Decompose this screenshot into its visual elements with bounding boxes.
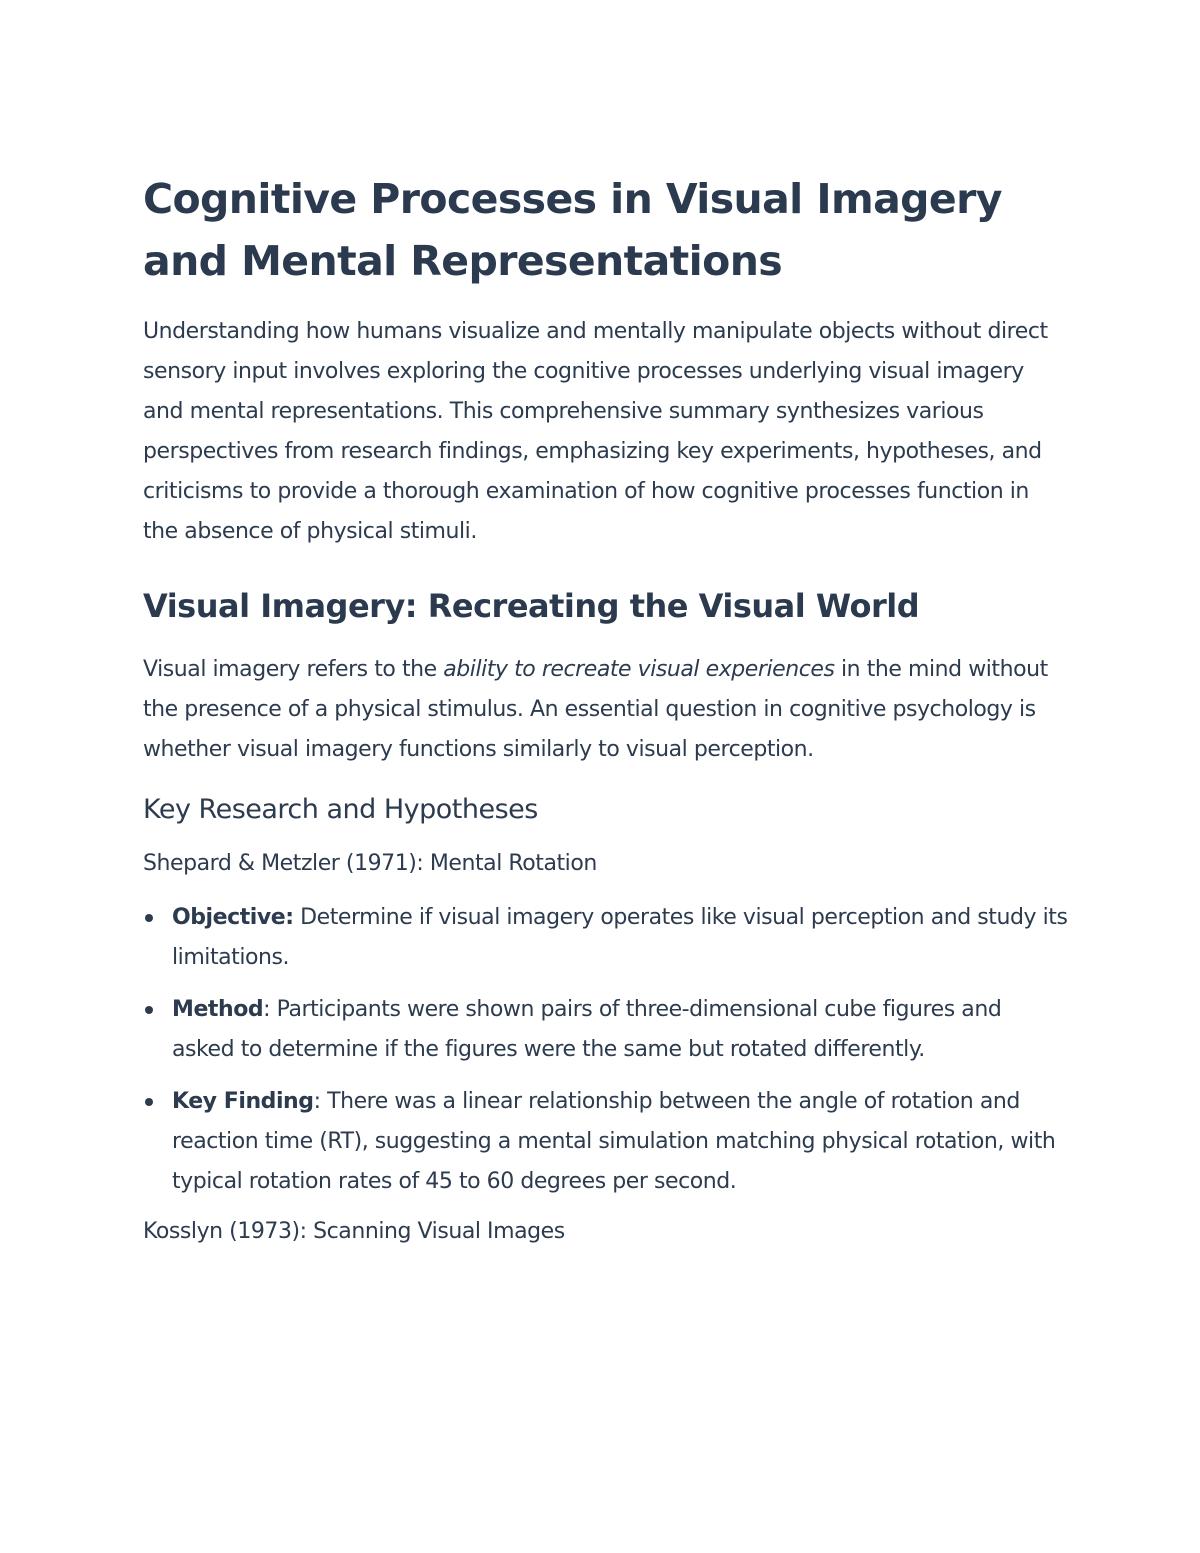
list-item-text: Determine if visual imagery operates like visual perception and study its limitations. bbox=[172, 905, 1068, 970]
paragraph-text-start: Visual imagery refers to the bbox=[143, 657, 444, 682]
list-item-objective bbox=[143, 898, 1068, 978]
document-title: Cognitive Processes in Visual Imagery and Mental Representations bbox=[143, 175, 1002, 285]
list-item-key-finding bbox=[143, 1082, 1068, 1202]
intro-paragraph: Understanding how humans visualize and mentally manipulate objects without direct sensory input involves exploring the cognitive processes underlying visual imagery and mental representations. This comprehensive summary synthesizes various perspectives from research findings, emphasizing key experiments, hypotheses, and criticisms to provide a thorough examination of how cognitive processes function in the absence of physical stimuli. bbox=[143, 319, 1048, 544]
study-heading-shepard-metzler: Shepard & Metzler (1971): Mental Rotation bbox=[143, 851, 597, 876]
visual-imagery-paragraph bbox=[143, 650, 1068, 770]
subsection-heading-key-research: Key Research and Hypotheses bbox=[143, 794, 538, 825]
bullet-icon bbox=[145, 1006, 153, 1014]
bullet-icon bbox=[145, 1098, 153, 1106]
study-heading-kosslyn: Kosslyn (1973): Scanning Visual Images bbox=[143, 1219, 565, 1244]
list-item-text: : There was a linear relationship between the angle of rotation and reaction time (RT), suggesting a mental simulation matching physical rotation, with typical rotation rates of 45 to 60 degrees per second. bbox=[172, 1089, 1056, 1194]
list-item-label: Objective: bbox=[172, 905, 294, 930]
list-item-method bbox=[143, 990, 1068, 1070]
document-page bbox=[143, 168, 1068, 1266]
bullet-icon bbox=[145, 914, 153, 922]
paragraph-emphasis: ability to recreate visual experiences bbox=[443, 657, 835, 682]
study-details-list bbox=[143, 898, 1068, 1202]
list-item-text: : Participants were shown pairs of three-dimensional cube figures and asked to determine if the figures were the same but rotated differently. bbox=[172, 997, 1002, 1062]
section-heading-visual-imagery: Visual Imagery: Recreating the Visual World bbox=[143, 587, 920, 625]
list-item-label: Method bbox=[172, 997, 264, 1022]
list-item-label: Key Finding bbox=[172, 1089, 314, 1114]
paragraph-text-end: in the mind without the presence of a physical stimulus. An essential question in cognitive psychology is whether visual imagery functions similarly to visual perception. bbox=[143, 657, 1048, 762]
